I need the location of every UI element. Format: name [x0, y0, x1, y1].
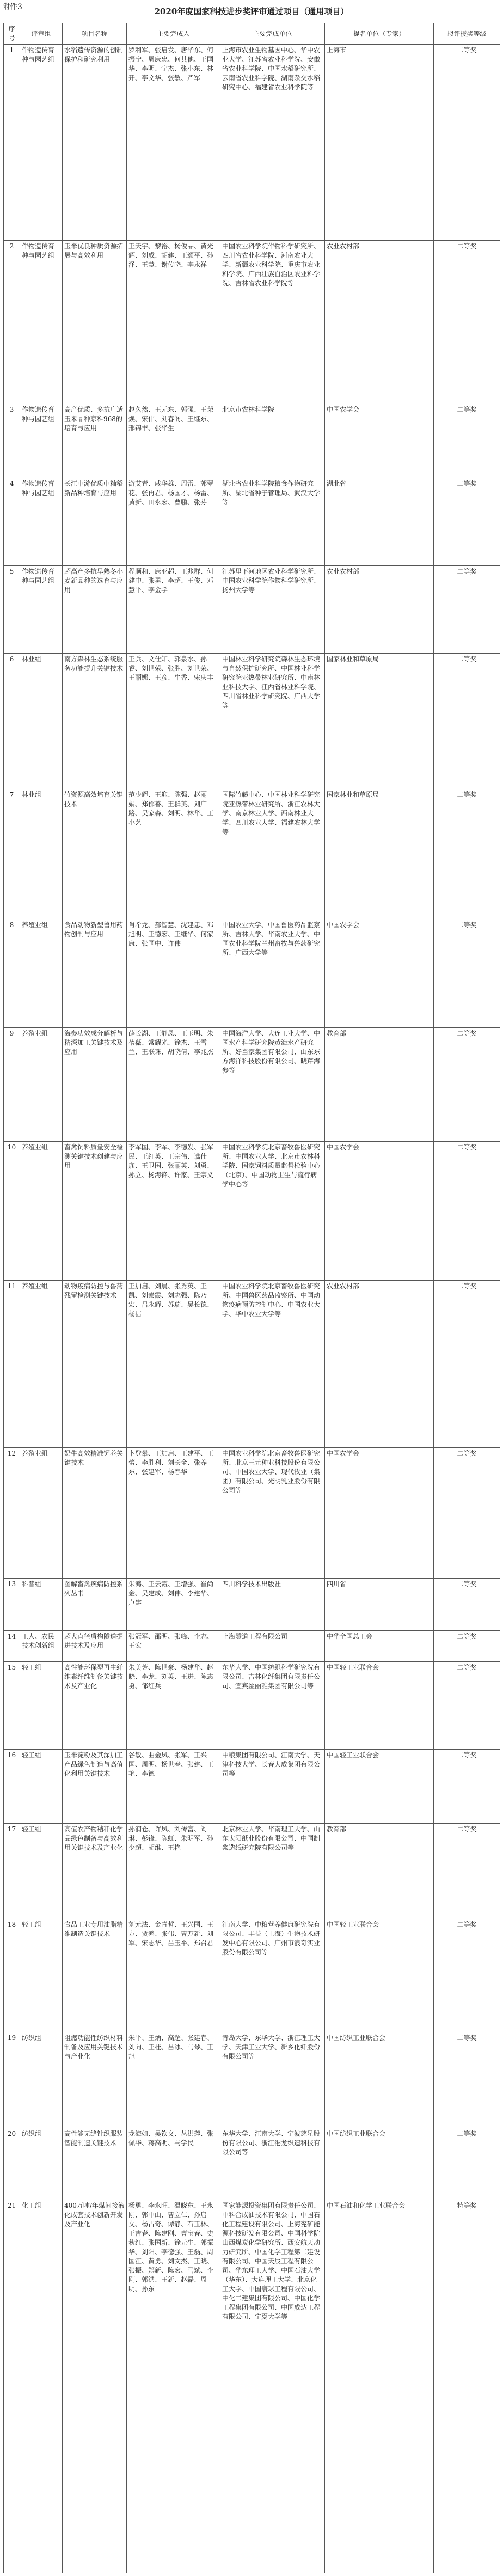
cell-award: 二等奖 [434, 404, 500, 478]
cell-project: 食品工业专用油脂精准制造关键技术 [63, 1919, 127, 2032]
cell-people: 程顺和、康亚超、王兆群、何建中、张勇、李超、王俊、邓慧平、李金学 [127, 566, 220, 654]
cell-nominator: 湖北省 [325, 478, 434, 566]
cell-index: 7 [4, 789, 20, 919]
table-row [4, 1661, 500, 1749]
cell-people: 范少辉、王迎、陈强、赵丽娟、郑郁善、王群英、刘广路、吴家森、刘明、林华、王小艺 [127, 789, 220, 919]
cell-group: 轻工组 [20, 1919, 63, 2032]
cell-index: 1 [4, 45, 20, 241]
cell-project: 高值农产物秸秆化学品绿色制备与高效利用关键技术及产业化 [63, 1823, 127, 1919]
cell-units: 江南大学、中粮营养健康研究院有限公司、丰益（上海）生物技术研发中心有限公司、广州市浪奇实业股份有限公司等 [220, 1919, 325, 2032]
cell-people: 张冠军、邵明、张峰、李志、王宏 [127, 1630, 220, 1661]
cell-group: 作物遗传育种与园艺组 [20, 45, 63, 241]
table-row [4, 1579, 500, 1630]
table-row [4, 241, 500, 404]
table-row [4, 1142, 500, 1281]
cell-index: 5 [4, 566, 20, 654]
cell-index: 10 [4, 1142, 20, 1281]
cell-award: 二等奖 [434, 566, 500, 654]
cell-award: 二等奖 [434, 478, 500, 566]
cell-project: 图解畜禽疾病防控系列丛书 [63, 1579, 127, 1630]
cell-project: 食品动物新型兽用药物创制与应用 [63, 919, 127, 1027]
cell-award: 二等奖 [434, 919, 500, 1027]
cell-nominator: 教育部 [325, 1027, 434, 1141]
cell-units: 中国农业科学院北京畜牧兽医研究所、中国兽医药品监察所、中国动物疫病预防控制中心、中国农业大学、华中农业大学等 [220, 1280, 325, 1447]
cell-units: 中国农业大学、中国兽医药品监察所、吉林大学、华南农业大学、中国农业科学院兰州畜牧与兽药研究所、广西大学等 [220, 919, 325, 1027]
cell-units: 北京市农林科学院 [220, 404, 325, 478]
cell-index: 3 [4, 404, 20, 478]
cell-group: 轻工组 [20, 1749, 63, 1823]
cell-units: 上海隧道工程有限公司 [220, 1630, 325, 1661]
cell-group: 轻工组 [20, 1823, 63, 1919]
cell-project: 竹资源高效培育关键技术 [63, 789, 127, 919]
page-title: 2020年度国家科技进步奖评审通过项目（通用项目） [154, 7, 349, 16]
cell-nominator: 中国纺织工业联合会 [325, 2032, 434, 2128]
cell-nominator: 农业农村部 [325, 241, 434, 404]
cell-project: 奶牛高效精准饲养关键技术 [63, 1448, 127, 1579]
cell-index: 2 [4, 241, 20, 404]
cell-units: 青岛大学、东华大学、浙江理工大学、天津工业大学、新乡化纤股份有限公司等 [220, 2032, 325, 2128]
awards-table [3, 23, 500, 2573]
cell-people: 李军国、李军、李德发、张军民、王红英、王宗伟、谯仕彦、王卫国、张丽英、刘勇、孙立、杨海锋、许家、王宗义 [127, 1142, 220, 1281]
cell-nominator: 中国农学会 [325, 1448, 434, 1579]
cell-nominator: 中国轻工业联合会 [325, 1749, 434, 1823]
cell-people: 朱平、王炳、高超、张建春、刘向、王桂、吕冰、马琴、王旭 [127, 2032, 220, 2128]
cell-index: 18 [4, 1919, 20, 2032]
cell-people: 王兵、文仕知、郭泉水、孙睿、刘世荣、张胜、刘世荣、王丽娜、王彦、牛香、宋庆丰 [127, 654, 220, 789]
cell-project: 400万吨/年煤间接液化成套技术创新开发及产业化 [63, 2200, 127, 2573]
cell-project: 阻燃功能性纺织材料制备及应用关键技术与产业化 [63, 2032, 127, 2128]
cell-award: 二等奖 [434, 1630, 500, 1661]
cell-units: 国家能源投资集团有限责任公司、中科合成油技术有限公司、中国石化工程建设有限公司、上海兖矿能源科技研发有限公司、中国科学院山西煤炭化学研究所、西安航天动力研究所、中国化学工程第二建设有限公司、中国天辰工程有限公司、华东理工大学、中国石油大学（华东）、大连理工大学、北京化工大学、中国寰球工程有限公司、中化二建集团有限公司、中国化学工程集团有限公司、中国成达工程有限公司、宁夏大学等 [220, 2200, 325, 2573]
cell-nominator: 中华全国总工会 [325, 1630, 434, 1661]
header-people: 主要完成人 [127, 23, 220, 45]
cell-index: 11 [4, 1280, 20, 1447]
table-row [4, 1027, 500, 1141]
header-units: 主要完成单位 [220, 23, 325, 45]
cell-group: 养殖业组 [20, 1280, 63, 1447]
table-row [4, 45, 500, 241]
cell-units: 中国农业科学院作物科学研究所、四川省农业科学院、河南农业大学、新疆农业科学院、重庆市农业科学院、广西壮族自治区农业科学院、吉林省农业科学院等 [220, 241, 325, 404]
table-row [4, 1630, 500, 1661]
cell-group: 科普组 [20, 1579, 63, 1630]
cell-group: 养殖业组 [20, 919, 63, 1027]
cell-index: 13 [4, 1579, 20, 1630]
table-row [4, 1749, 500, 1823]
cell-project: 高性能环保型再生纤维素纤维制备关键技术及产业化 [63, 1661, 127, 1749]
cell-nominator: 中国农学会 [325, 404, 434, 478]
cell-award: 二等奖 [434, 1919, 500, 2032]
cell-project: 玉米淀粉及其深加工产品绿色制造与高值化利用关键技术 [63, 1749, 127, 1823]
cell-group: 作物遗传育种与园艺组 [20, 241, 63, 404]
cell-people: 赵久然、王元东、郭强、王荣焕、宋伟、刘春阁、王继东、邢锦丰、张华生 [127, 404, 220, 478]
table-row [4, 404, 500, 478]
cell-award: 特等奖 [434, 2200, 500, 2573]
cell-nominator: 国家林业和草原局 [325, 789, 434, 919]
cell-people: 罗利军、张启发、唐华东、何振宁、周康忠、何其他、王国华、李明、宁杰、张小东、林开、李文华、张敏、严军 [127, 45, 220, 241]
cell-nominator: 上海市 [325, 45, 434, 241]
table-row [4, 654, 500, 789]
cell-people: 朱美芳、陈世豪、杨建华、赵晓、李龙、刘英、王进、陈志勇、邹红兵 [127, 1661, 220, 1749]
cell-people: 薛长湖、王静凤、王玉明、朱蓓薇、常耀光、徐杰、王雪兰、王联珠、胡晓倩、李兆杰 [127, 1027, 220, 1141]
cell-award: 二等奖 [434, 1579, 500, 1630]
cell-units: 中国林业科学研究院森林生态环境与自然保护研究所、中国林业科学研究院亚热带林业研究所、中南林业科技大学、江西省林业科学院、四川省林业科学研究院、广西大学等 [220, 654, 325, 789]
cell-award: 二等奖 [434, 654, 500, 789]
cell-index: 15 [4, 1661, 20, 1749]
cell-people: 刘元法、金青哲、王兴国、王方、贾鸿、张伟、曹万新、刘军、宋志华、吕玉平、郑召君 [127, 1919, 220, 2032]
cell-group: 林业组 [20, 789, 63, 919]
cell-index: 4 [4, 478, 20, 566]
cell-people: 肖希龙、郝智慧、沈建忠、邓旭明、王德宏、王继华、何家康、张国中、许伟 [127, 919, 220, 1027]
cell-project: 高产优质、多抗广适玉米品种京科968的培育与应用 [63, 404, 127, 478]
cell-people: 王加启、刘晨、张秀英、王凯、刘素霞、刘志强、陈乃宏、吕永辉、苏瑞、吴长德、杨洁 [127, 1280, 220, 1447]
cell-group: 化工组 [20, 2200, 63, 2573]
cell-people: 游艾青、戚华雄、周雷、郭翠花、张再君、杨国才、杨雷、黄新、田永宏、曹鹏、张芬 [127, 478, 220, 566]
cell-index: 6 [4, 654, 20, 789]
cell-people: 谷敏、曲金凤、张军、王兴国、周明、杨世春、张建、王艳、李德 [127, 1749, 220, 1823]
cell-project: 超高产多抗早熟冬小麦新品种的选育与应用 [63, 566, 127, 654]
cell-award: 二等奖 [434, 241, 500, 404]
cell-units: 国际竹藤中心、中国林业科学研究院亚热带林业研究所、浙江农林大学、南京林业大学、西南林业大学、四川农业大学、福建农林大学等 [220, 789, 325, 919]
header-award: 拟评授奖等级 [434, 23, 500, 45]
table-row [4, 919, 500, 1027]
cell-project: 高性能无缝针织服装智能制造关键技术 [63, 2128, 127, 2200]
cell-people: 朱鸿、王云霞、王增强、崔尚金、吴建成、刘伟、李建华、卢建 [127, 1579, 220, 1630]
cell-group: 轻工组 [20, 1661, 63, 1749]
cell-nominator: 中国轻工业联合会 [325, 1919, 434, 2032]
table-row [4, 1280, 500, 1447]
cell-units: 中国农业科学院北京畜牧兽医研究所、北京三元种业科技股份有限公司、中国农业大学、现代牧业（集团）有限公司、光明乳业股份有限公司等 [220, 1448, 325, 1579]
cell-nominator: 农业农村部 [325, 566, 434, 654]
table-row [4, 1823, 500, 1919]
cell-project: 动物疫病防控与兽药残留检测关键技术 [63, 1280, 127, 1447]
cell-people: 孙润仓、许凤、刘传富、阎琳、彭锋、陈虹、朱明军、孙少超、胡维、王艳 [127, 1823, 220, 1919]
header-group: 评审组 [20, 23, 63, 45]
cell-nominator: 四川省 [325, 1579, 434, 1630]
cell-index: 19 [4, 2032, 20, 2128]
table-row [4, 2128, 500, 2200]
cell-project: 南方森林生态系统服务功能提升关键技术 [63, 654, 127, 789]
cell-project: 长江中游优质中籼稻新品种培育与应用 [63, 478, 127, 566]
attachment-label: 附件3 [2, 3, 22, 11]
cell-index: 12 [4, 1448, 20, 1579]
cell-project: 海参功效成分解析与精深加工关键技术及应用 [63, 1027, 127, 1141]
cell-index: 9 [4, 1027, 20, 1141]
cell-units: 上海市农业生物基因中心、华中农业大学、江苏省农业科学院、安徽省农业科学院、中国水稻研究所、云南省农业科学院、湖南杂交水稻研究中心、福建省农业科学院等 [220, 45, 325, 241]
cell-project: 超大直径盾构隧道掘进技术及应用 [63, 1630, 127, 1661]
cell-index: 21 [4, 2200, 20, 2573]
cell-nominator: 中国纺织工业联合会 [325, 2128, 434, 2200]
cell-project: 水稻遗传资源的创制保护和研究利用 [63, 45, 127, 241]
cell-group: 养殖业组 [20, 1448, 63, 1579]
cell-project: 畜禽饲料质量安全检测关键技术创建与应用 [63, 1142, 127, 1281]
cell-group: 作物遗传育种与园艺组 [20, 478, 63, 566]
table-row [4, 1448, 500, 1579]
cell-nominator: 中国农学会 [325, 1142, 434, 1281]
cell-index: 8 [4, 919, 20, 1027]
table-row [4, 478, 500, 566]
cell-award: 二等奖 [434, 1661, 500, 1749]
table-header-row [4, 23, 500, 45]
header-project: 项目名称 [63, 23, 127, 45]
cell-people: 杨勇、李永旺、温晓东、王永刚、郭中山、曹立仁、孙启文、杨占奇、谭静、石玉林、王吉春、陈建刚、曹宝春、史秋红、张国新、徐元生、郭振华、刘阳、李德强、王磊、周国江、黄勇、刘文杰、王晓、张振、郑新、陈宏、马斌、李刚、郭洪、王新、赵磊、周明、孙东 [127, 2200, 220, 2573]
cell-index: 16 [4, 1749, 20, 1823]
cell-group: 纺织组 [20, 2032, 63, 2128]
cell-units: 中国农业科学院北京畜牧兽医研究所、中国农业大学、北京市农林科学院、国家饲料质量监督检验中心（北京）、中国动物卫生与流行病学中心等 [220, 1142, 325, 1281]
cell-group: 纺织组 [20, 2128, 63, 2200]
cell-group: 林业组 [20, 654, 63, 789]
cell-nominator: 国家林业和草原局 [325, 654, 434, 789]
cell-award: 二等奖 [434, 1749, 500, 1823]
table-row [4, 2200, 500, 2573]
cell-nominator: 中国农学会 [325, 919, 434, 1027]
cell-index: 17 [4, 1823, 20, 1919]
table-row [4, 2032, 500, 2128]
cell-units: 四川科学技术出版社 [220, 1579, 325, 1630]
cell-award: 二等奖 [434, 1027, 500, 1141]
table-row [4, 1919, 500, 2032]
cell-award: 二等奖 [434, 1280, 500, 1447]
cell-group: 养殖业组 [20, 1027, 63, 1141]
cell-group: 作物遗传育种与园艺组 [20, 404, 63, 478]
cell-award: 二等奖 [434, 2032, 500, 2128]
cell-award: 二等奖 [434, 2128, 500, 2200]
table-row [4, 789, 500, 919]
cell-index: 14 [4, 1630, 20, 1661]
table-row [4, 566, 500, 654]
cell-award: 二等奖 [434, 1142, 500, 1281]
cell-award: 二等奖 [434, 789, 500, 919]
cell-units: 中粮集团有限公司、江南大学、天津科技大学、长春大成集团有限公司等 [220, 1749, 325, 1823]
cell-nominator: 中国石油和化学工业联合会 [325, 2200, 434, 2573]
cell-award: 二等奖 [434, 1448, 500, 1579]
cell-index: 20 [4, 2128, 20, 2200]
cell-group: 养殖业组 [20, 1142, 63, 1281]
header-index: 序号 [4, 23, 20, 45]
cell-group: 工人、农民技术创新组 [20, 1630, 63, 1661]
cell-nominator: 教育部 [325, 1823, 434, 1919]
cell-units: 江苏里下河地区农业科学研究所、中国农业科学院作物科学研究所、扬州大学等 [220, 566, 325, 654]
cell-units: 东华大学、中国纺织科学研究院有限公司、吉林化纤集团有限责任公司、宜宾丝丽雅集团有限公司等 [220, 1661, 325, 1749]
cell-units: 中国海洋大学、大连工业大学、中国水产科学研究院黄海水产研究所、好当家集团有限公司、山东东方海洋科技股份有限公司、晓芹海参等 [220, 1027, 325, 1141]
cell-nominator: 中国轻工业联合会 [325, 1661, 434, 1749]
cell-people: 卜登攀、王加启、王建平、王蕾、李胜利、刘长全、张养东、张建军、杨春华 [127, 1448, 220, 1579]
cell-group: 作物遗传育种与园艺组 [20, 566, 63, 654]
cell-units: 北京林业大学、华南理工大学、山东太阳纸业股份有限公司、中国制浆造纸研究院有限公司等 [220, 1823, 325, 1919]
header-nominator: 提名单位（专家） [325, 23, 434, 45]
cell-award: 二等奖 [434, 45, 500, 241]
cell-units: 东华大学、江南大学、宁波慈星股份有限公司、浙江港龙织造科技有限公司等 [220, 2128, 325, 2200]
cell-award: 二等奖 [434, 1823, 500, 1919]
cell-project: 玉米优良种质资源拓展与高效利用 [63, 241, 127, 404]
cell-nominator: 农业农村部 [325, 1280, 434, 1447]
cell-people: 龙海如、吴钦文、丛洪莲、张佩华、蒋高明、马学民 [127, 2128, 220, 2200]
cell-people: 王天宇、黎裕、杨俊品、黄光辉、刘成、胡建、王颂平、孙泽、王慧、谢传晓、李永祥 [127, 241, 220, 404]
cell-units: 湖北省农业科学院粮食作物研究所、湖北省种子管理局、武汉大学等 [220, 478, 325, 566]
table-body [4, 45, 500, 2573]
